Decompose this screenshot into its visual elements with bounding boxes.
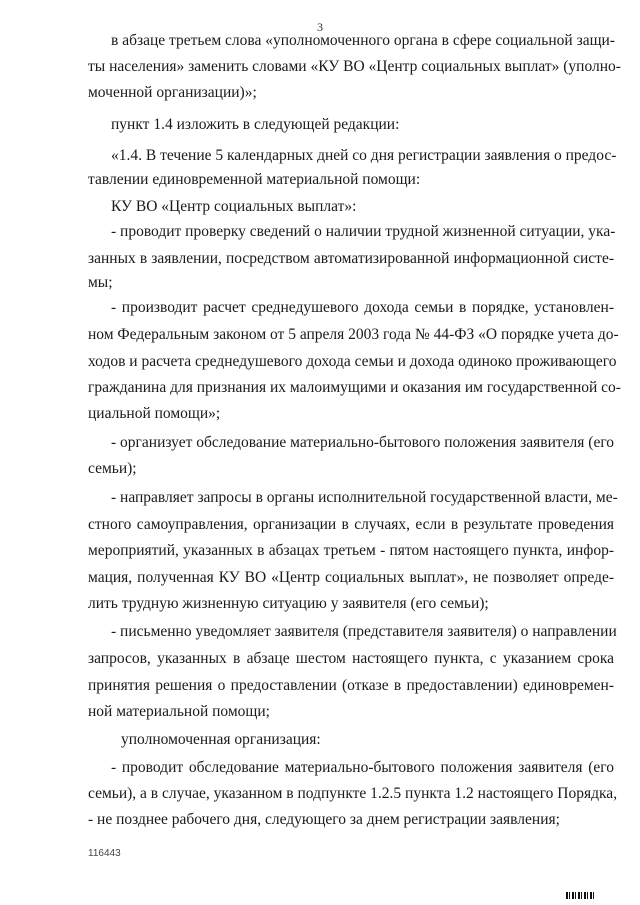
text-line: моченной организации)»; — [88, 84, 257, 101]
text-line: семьи), а в случае, указанном в подпункте 1.2.5 пункта 1.2 настоящего Порядка, — [88, 785, 618, 802]
text-line: - организует обследование материально-бытового положения заявителя (его — [111, 434, 615, 451]
text-line: уполномоченная организация: — [121, 731, 321, 748]
text-line: - направляет запросы в органы исполнительной государственной власти, ме- — [111, 489, 618, 506]
text-line: гражданина для признания их малоимущими и оказания им государственной со- — [88, 379, 621, 396]
text-line: - производит расчет среднедушевого дохода семьи в порядке, установлен- — [111, 299, 614, 316]
text-line: циальной помощи»; — [88, 405, 221, 422]
text-line: ходов и расчета среднедушевого дохода семьи и дохода одиноко проживающего — [88, 353, 617, 370]
text-line: тавлении единовременной материальной помощи: — [88, 171, 421, 188]
text-line: ном Федеральным законом от 5 апреля 2003 года № 44-ФЗ «О порядке учета до- — [88, 326, 619, 343]
text-line: КУ ВО «Центр социальных выплат»: — [111, 198, 357, 215]
text-line: запросов, указанных в абзаце шестом настоящего пункта, с указанием срока — [88, 650, 614, 667]
text-line: занных в заявлении, посредством автоматизированной информационной систе- — [88, 250, 614, 267]
document-number: 116443 — [88, 848, 121, 859]
text-line: мероприятий, указанных в абзацах третьем - пятом настоящего пункта, инфор- — [88, 542, 614, 559]
text-line: принятия решения о предоставлении (отказе в предоставлении) единовремен- — [88, 677, 614, 694]
text-line: семьи); — [88, 460, 137, 477]
barcode-mark — [566, 892, 596, 899]
text-line: - письменно уведомляет заявителя (представителя заявителя) о направлении — [111, 623, 617, 640]
text-line: - проводит проверку сведений о наличии трудной жизненной ситуации, ука- — [111, 223, 616, 240]
text-line: «1.4. В течение 5 календарных дней со дня регистрации заявления о предос- — [111, 147, 617, 164]
page-number: 3 — [317, 20, 323, 34]
text-line: - проводит обследование материально-бытового положения заявителя (его — [111, 759, 614, 776]
text-line: - не позднее рабочего дня, следующего за днем регистрации заявления; — [88, 811, 560, 828]
text-line: ной материальной помощи; — [88, 703, 270, 720]
text-line: стного самоуправления, организации в случаях, если в результате проведения — [88, 516, 614, 533]
text-line: лить трудную жизненную ситуацию у заявителя (его семьи); — [88, 595, 489, 612]
text-line: мация, полученная КУ ВО «Центр социальных выплат», не позволяет опреде- — [88, 569, 614, 586]
text-line: ты населения» заменить словами «КУ ВО «Центр социальных выплат» (уполно- — [88, 58, 621, 75]
text-line: мы; — [88, 274, 113, 291]
text-line: в абзаце третьем слова «уполномоченного органа в сфере социальной защи- — [111, 32, 615, 49]
text-line: пункт 1.4 изложить в следующей редакции: — [111, 116, 400, 133]
